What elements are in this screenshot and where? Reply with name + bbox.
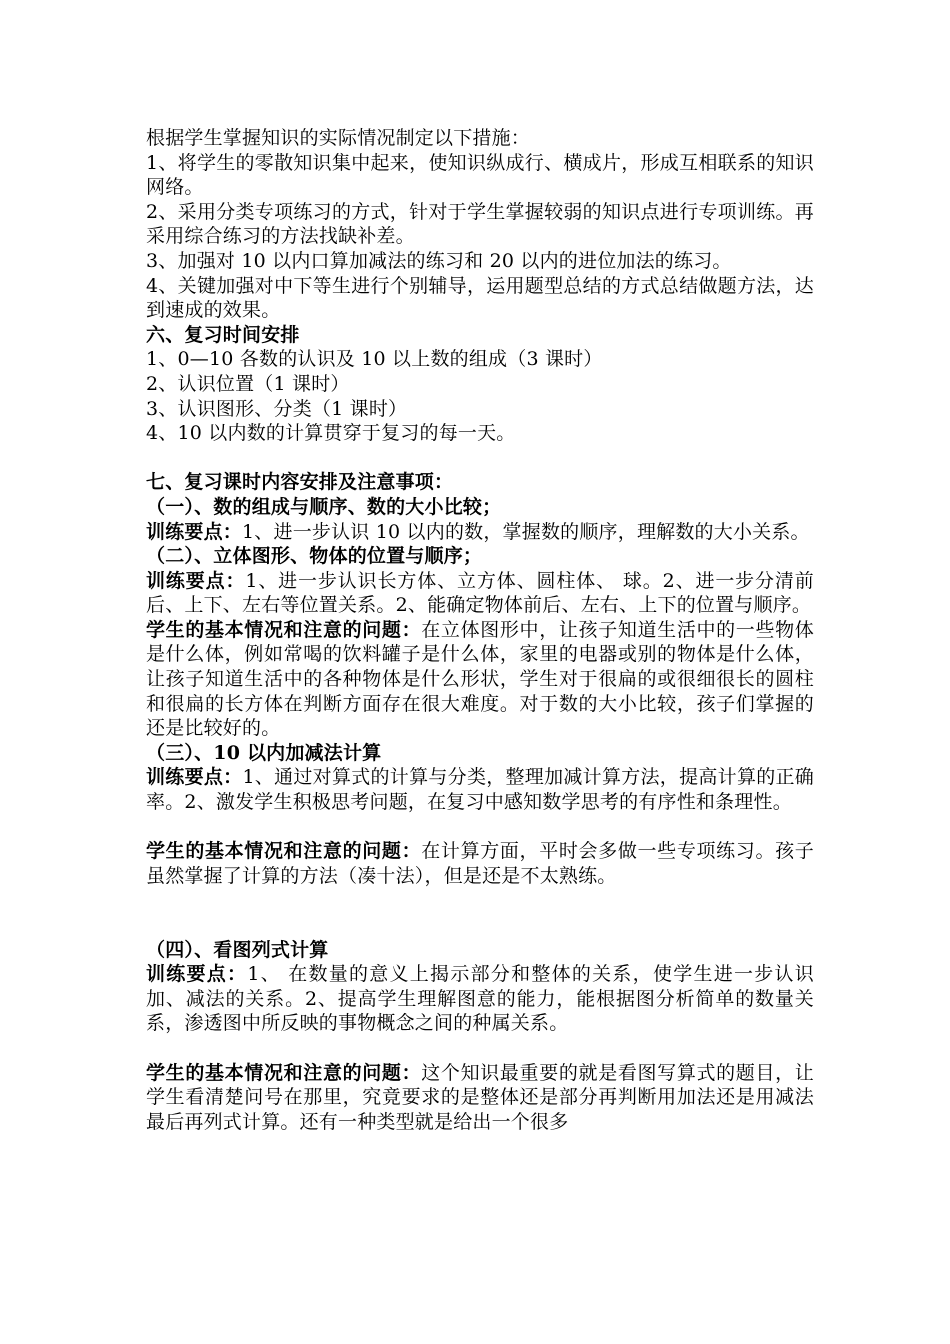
measure-item-1: 1、将学生的零散知识集中起来，使知识纵成行、横成片，形成互相联系的知识网络。	[146, 151, 814, 199]
measure-item-2: 2、采用分类专项练习的方式，针对于学生掌握较弱的知识点进行专项训练。再采用综合练习的方法找缺补差。	[146, 200, 814, 248]
measure-item-3: 3、加强对 10 以内口算加减法的练习和 20 以内的进位加法的练习。	[146, 249, 732, 272]
points-text: 1、 在数量的意义上揭示部分和整体的关系，使学生进一步认识加、减法的关系。2、提高学生理解图意的能力，能根据图分析简单的数量关系，渗透图中所反映的事物概念之间的种属关系。	[146, 963, 814, 1035]
points-text: 1、进一步认识长方体、立方体、圆柱体、 球。2、进一步分清前后、上下、左右等位置关系。2、能确定物体前后、左右、上下的位置与顺序。	[146, 569, 814, 617]
notes-label: 学生的基本情况和注意的问题：	[146, 840, 422, 863]
section-2-notes	[146, 618, 814, 741]
section-3-points	[146, 765, 814, 814]
spacer	[146, 446, 814, 471]
points-text: 1、通过对算式的计算与分类，整理加减计算方法，提高计算的正确率。2、激发学生积极思考问题，在复习中感知数学思考的有序性和条理性。	[146, 766, 814, 814]
measure-item-4: 4、关键加强对中下等生进行个别辅导，运用题型总结的方式总结做题方法，达到速成的效果。	[146, 274, 814, 322]
schedule-item-3: 3、认识图形、分类（1 课时）	[146, 397, 408, 420]
section-4-notes	[146, 1061, 814, 1135]
notes-label: 学生的基本情况和注意的问题：	[146, 1061, 422, 1084]
notes-label: 学生的基本情况和注意的问题：	[146, 618, 422, 641]
spacer	[146, 815, 814, 840]
schedule-item-1: 1、0—10 各数的认识及 10 以上数的组成（3 课时）	[146, 348, 603, 371]
notes-text: 这个知识最重要的就是看图写算式的题目，让学生看清楚问号在那里，究竟要求的是整体还是部分再判断用加法还是用减法最后再列式计算。还有一种类型就是给出一个很多	[146, 1061, 814, 1133]
schedule-item-2: 2、认识位置（1 课时）	[146, 372, 350, 395]
points-label: 训练要点：	[146, 963, 248, 986]
document-page	[146, 126, 814, 1134]
content-heading: 七、复习课时内容安排及注意事项：	[146, 471, 454, 494]
spacer	[146, 1036, 814, 1061]
section-2-title: （二）、立体图形、物体的位置与顺序；	[146, 545, 483, 568]
points-label: 训练要点：	[146, 520, 243, 543]
measures-intro: 根据学生掌握知识的实际情况制定以下措施：	[146, 127, 531, 149]
section-4-points	[146, 962, 814, 1036]
points-label: 训练要点：	[146, 569, 246, 592]
spacer	[146, 888, 814, 937]
section-1-points	[146, 520, 814, 545]
points-label: 训练要点：	[146, 766, 243, 789]
schedule-item-4: 4、10 以内数的计算贯穿于复习的每一天。	[146, 422, 516, 445]
notes-text: 在立体图形中，让孩子知道生活中的一些物体是什么体，例如常喝的饮料罐子是什么体，家里的电器或别的物体是什么体，让孩子知道生活中的各种物体是什么形状，学生对于很扁的或很细很长的圆柱和很扁的长方体在判断方面存在很大难度。对于数的大小比较，孩子们掌握的还是比较好的。	[146, 618, 814, 740]
schedule-heading: 六、复习时间安排	[146, 323, 300, 346]
section-3-notes	[146, 839, 814, 888]
section-1-title: （一）、数的组成与顺序、数的大小比较；	[146, 495, 502, 518]
points-text: 1、进一步认识 10 以内的数，掌握数的顺序，理解数的大小关系。	[242, 520, 810, 543]
notes-text: 在计算方面，平时会多做一些专项练习。孩子虽然掌握了计算的方法（凑十法），但是还是不太熟练。	[146, 840, 814, 887]
section-3-title: （三）、10 以内加减法计算	[146, 741, 382, 764]
section-4-title: （四）、看图列式计算	[146, 938, 329, 961]
section-2-points	[146, 569, 814, 618]
